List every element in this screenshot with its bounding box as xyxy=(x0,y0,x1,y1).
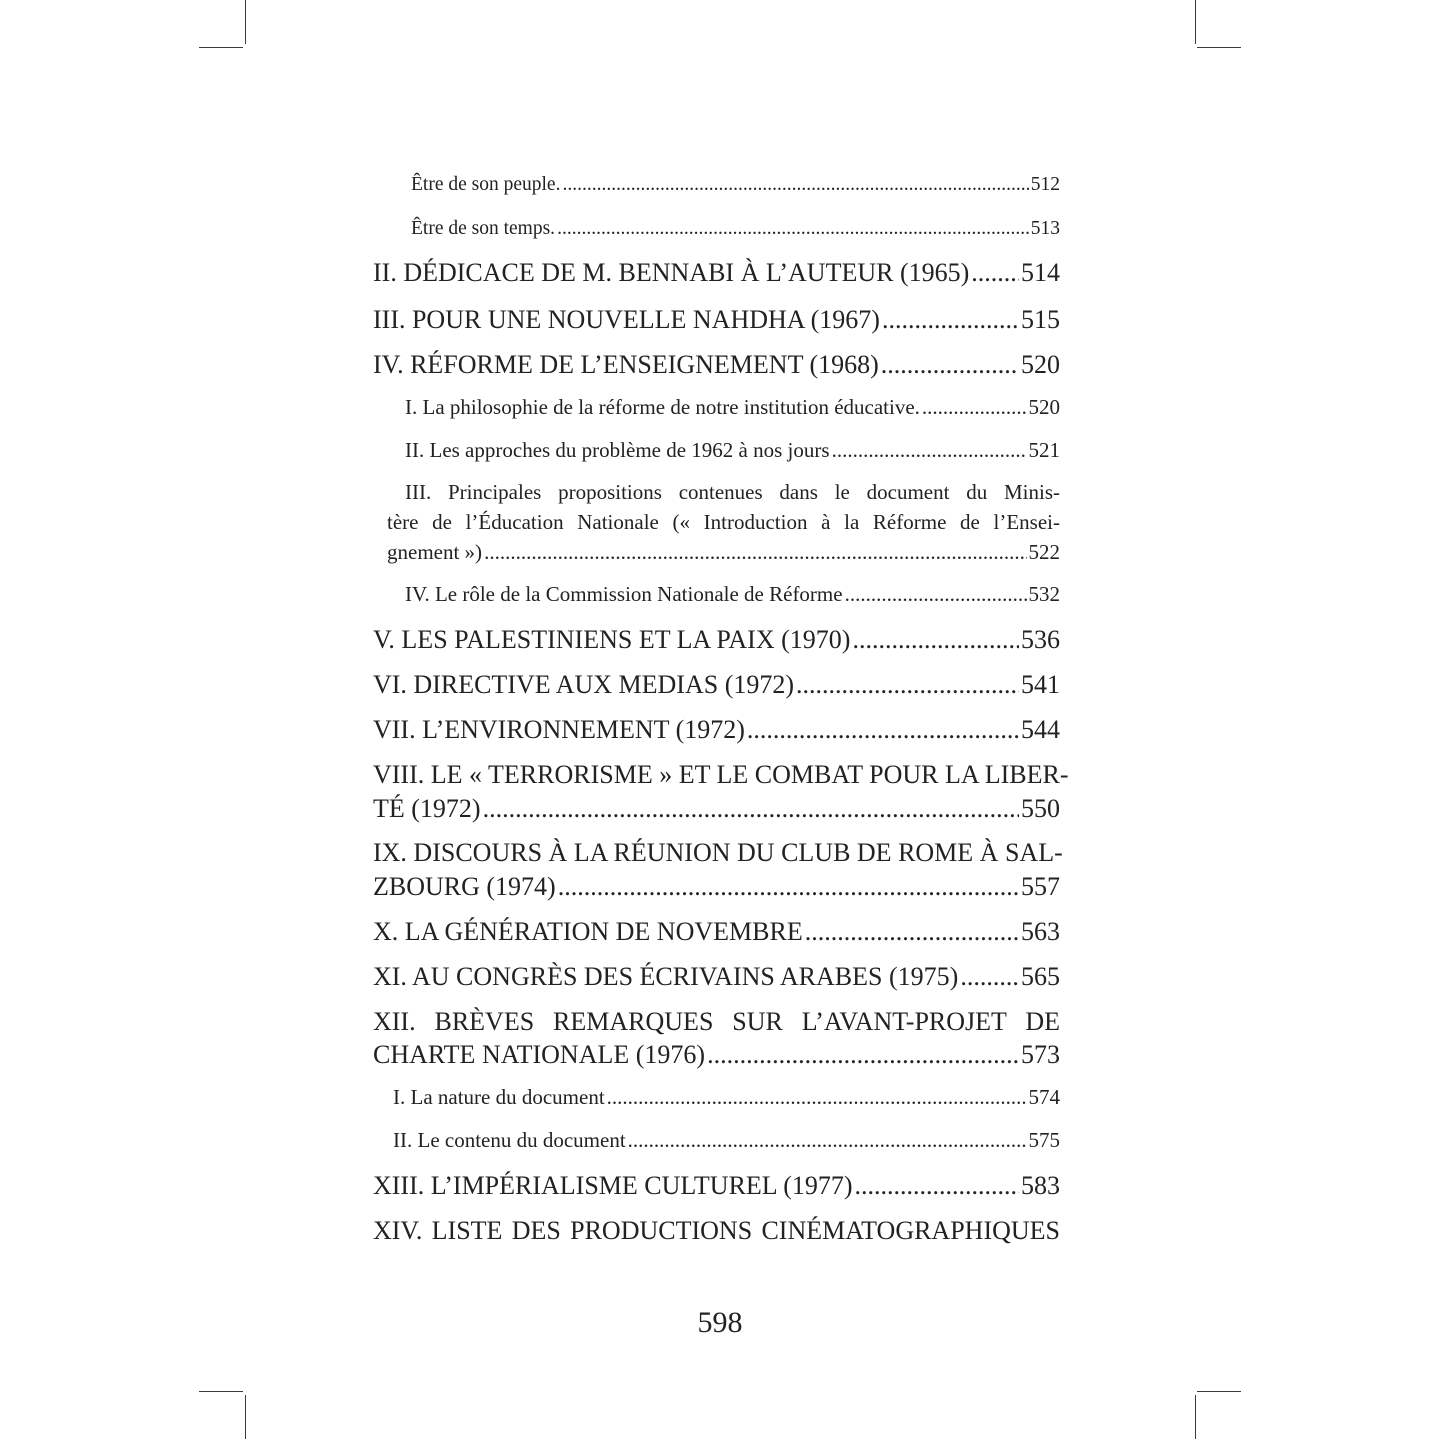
toc-entry-label: ZBOURG (1974) xyxy=(373,872,556,901)
crop-mark-top-right-horizontal xyxy=(1197,47,1241,48)
toc-entry-label: IV. Le rôle de la Commission Nationale de Réforme xyxy=(405,582,843,606)
toc-entry-label: IV. RÉFORME DE L’ENSEIGNEMENT (1968) xyxy=(373,350,879,379)
toc-entry xyxy=(373,260,1060,286)
crop-mark-top-left-horizontal xyxy=(199,47,243,48)
toc-entry xyxy=(373,919,1060,945)
toc-entry xyxy=(373,1009,1060,1035)
toc-entry-page: 565 xyxy=(1021,962,1060,991)
toc-entry-label: I. La nature du document xyxy=(393,1085,605,1109)
toc-entry xyxy=(373,440,1060,461)
dot-leader xyxy=(628,1130,1027,1151)
toc-entry-label: Être de son peuple. xyxy=(411,174,561,195)
toc-entry-page: 513 xyxy=(1030,218,1060,239)
toc-entry-page: 541 xyxy=(1021,670,1060,699)
dot-leader xyxy=(607,1087,1027,1108)
toc-entry-label: VII. L’ENVIRONNEMENT (1972) xyxy=(373,715,745,744)
toc-entry xyxy=(373,760,1069,789)
dot-leader xyxy=(557,219,1029,239)
toc-entry-label: gnement ») xyxy=(387,540,483,564)
toc-entry-continuation xyxy=(373,796,1060,822)
toc-entry xyxy=(373,482,1060,503)
dot-leader xyxy=(855,1173,1019,1199)
dot-leader xyxy=(832,440,1027,461)
toc-entry-page: 563 xyxy=(1021,917,1060,946)
toc-entry-page: 520 xyxy=(1028,395,1060,419)
toc-entry xyxy=(373,219,1060,239)
toc-entry-page: 520 xyxy=(1021,350,1060,379)
toc-entry xyxy=(373,307,1060,333)
toc-entry xyxy=(373,838,1063,867)
toc-entry-label: X. LA GÉNÉRATION DE NOVEMBRE xyxy=(373,917,803,946)
toc-entry-page: 522 xyxy=(1028,540,1060,564)
toc-entry xyxy=(373,627,1060,653)
toc-entry-label: III. POUR UNE NOUVELLE NAHDHA (1967) xyxy=(373,305,880,334)
toc-entry-page: 536 xyxy=(1021,625,1060,654)
dot-leader xyxy=(971,260,1019,286)
crop-mark-top-right-vertical xyxy=(1195,0,1196,44)
dot-leader xyxy=(747,717,1019,743)
crop-mark-bottom-right-horizontal xyxy=(1197,1391,1241,1392)
dot-leader xyxy=(483,796,1019,822)
toc-entry xyxy=(373,717,1060,743)
toc-entry xyxy=(373,1218,1060,1244)
toc-entry xyxy=(373,397,1060,418)
dot-leader xyxy=(922,397,1027,418)
toc-entry-label: II. Les approches du problème de 1962 à nos jours xyxy=(405,438,830,462)
dot-leader xyxy=(882,307,1019,333)
toc-entry-line: III. Principales propositions contenues dans le document du Minis- xyxy=(405,480,1060,504)
toc-entry-label: I. La philosophie de la réforme de notre institution éducative. xyxy=(405,395,920,419)
crop-mark-bottom-left-vertical xyxy=(245,1395,246,1439)
toc-entry-label: TÉ (1972) xyxy=(373,794,481,823)
toc-entry-page: 512 xyxy=(1030,174,1060,195)
toc-entry-page: 583 xyxy=(1021,1171,1060,1200)
toc-entry xyxy=(373,175,1060,195)
toc-entry-page: 550 xyxy=(1021,794,1060,823)
toc-entry-page: 575 xyxy=(1028,1128,1060,1152)
toc-entry-page: 514 xyxy=(1021,258,1060,287)
toc-entry-line: VIII. LE « TERRORISME » ET LE COMBAT POUR LA LIBER- xyxy=(373,760,1069,789)
toc-entry-label: Être de son temps. xyxy=(411,218,556,239)
dot-leader xyxy=(484,542,1026,563)
crop-mark-bottom-right-vertical xyxy=(1195,1395,1196,1439)
dot-leader xyxy=(707,1042,1019,1068)
toc-entry-line: XII. BRÈVES REMARQUES SUR L’AVANT-PROJET DE xyxy=(373,1007,1060,1036)
toc-entry-label: XIV. LISTE DES PRODUCTIONS CINÉMATOGRAPHIQUES xyxy=(373,1216,1060,1245)
dot-leader xyxy=(805,919,1019,945)
toc-entry-line: IX. DISCOURS À LA RÉUNION DU CLUB DE ROME À SAL- xyxy=(373,838,1063,867)
crop-mark-top-left-vertical xyxy=(245,0,246,44)
toc-entry-continuation xyxy=(373,542,1060,563)
toc-entry-page: 557 xyxy=(1021,872,1060,901)
toc-entry-label: CHARTE NATIONALE (1976) xyxy=(373,1040,706,1069)
toc-entry-continuation xyxy=(373,1042,1060,1068)
dot-leader xyxy=(845,584,1027,605)
toc-entry-label: XIII. L’IMPÉRIALISME CULTUREL (1977) xyxy=(373,1171,853,1200)
toc-entry-continuation xyxy=(373,512,1060,533)
toc-entry xyxy=(373,1173,1060,1199)
toc-entry xyxy=(373,352,1060,378)
page-number: 598 xyxy=(697,1306,743,1339)
toc-entry xyxy=(373,1087,1060,1108)
toc-entry-label: II. Le contenu du document xyxy=(393,1128,626,1152)
toc-entry xyxy=(373,1130,1060,1151)
dot-leader xyxy=(558,874,1019,900)
toc-entry-page: 521 xyxy=(1028,438,1060,462)
toc-entry xyxy=(373,672,1060,698)
toc-entry-line: tère de l’Éducation Nationale (« Introduction à la Réforme de l’Ensei- xyxy=(387,510,1060,534)
dot-leader xyxy=(960,964,1019,990)
crop-mark-bottom-left-horizontal xyxy=(199,1391,243,1392)
toc-entry-label: V. LES PALESTINIENS ET LA PAIX (1970) xyxy=(373,625,851,654)
toc-entry-page: 515 xyxy=(1021,305,1060,334)
toc-entry-label: XI. AU CONGRÈS DES ÉCRIVAINS ARABES (1975) xyxy=(373,962,959,991)
dot-leader xyxy=(852,627,1019,653)
dot-leader xyxy=(796,672,1019,698)
toc-entry-continuation xyxy=(373,874,1060,900)
toc-entry-label: II. DÉDICACE DE M. BENNABI À L’AUTEUR (1965) xyxy=(373,258,970,287)
toc-entry-page: 573 xyxy=(1021,1040,1060,1069)
toc-entry-page: 544 xyxy=(1021,715,1060,744)
toc-entry-page: 574 xyxy=(1028,1085,1060,1109)
toc-entry xyxy=(373,964,1060,990)
dot-leader xyxy=(881,352,1019,378)
toc-entry xyxy=(373,584,1060,605)
toc-entry-label: VI. DIRECTIVE AUX MEDIAS (1972) xyxy=(373,670,795,699)
dot-leader xyxy=(562,175,1028,195)
toc-entry-page: 532 xyxy=(1028,582,1060,606)
